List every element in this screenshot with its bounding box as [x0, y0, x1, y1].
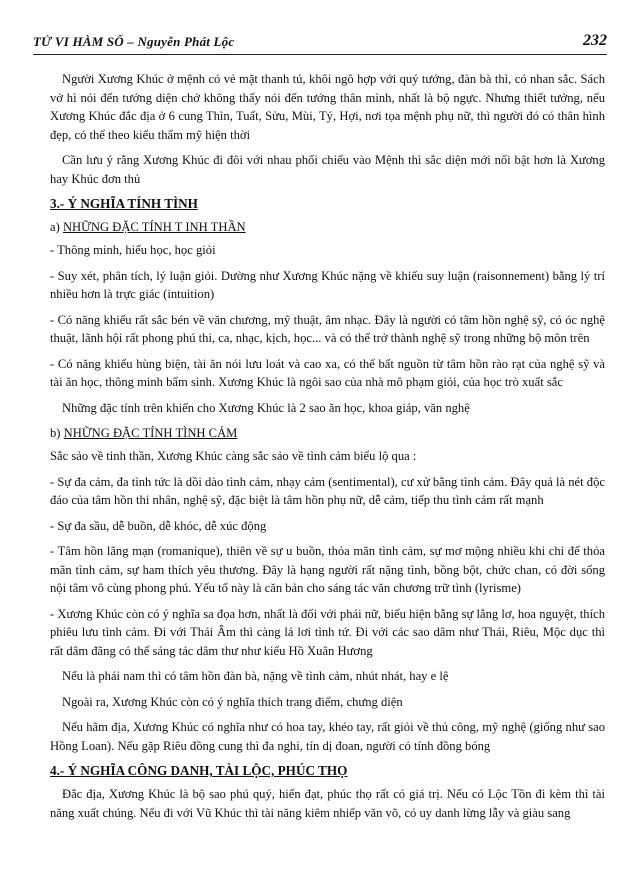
paragraph: Người Xương Khúc ở mệnh có vẻ mặt thanh tú, khôi ngô hợp với quý tướng, đàn bà thì, có nhan sắc. Sách vở hì nói đến tướng diện chớ không thấy nói đến tướng thân mình, nhất là bộ ngực. Nhưng thiết tưởng, nếu Xương Khúc đắc địa ở 6 cung Thìn, Tuất, Sửu, Mùi, Tý, Hợi, nơi tọa mệnh phụ nữ, thì người đó có thân hình đẹp, có thể theo kiểu thẩm mỹ hiện thời [50, 72, 605, 142]
paragraph: - Sự đa sầu, dễ buồn, dễ khóc, dễ xúc động [50, 518, 267, 533]
page-header [33, 32, 607, 55]
paragraph: - Thông minh, hiếu học, học giỏi [50, 243, 216, 257]
paragraph: Nếu hãm địa, Xương Khúc có nghĩa như có hoa tay, khéo tay, rất giỏi về thủ công, mỹ nghệ (giống như sao Hồng Loan). Nếu gặp Riêu đồng cung thì đa nghi, tín dị đoan, người có tính đồng bóng [50, 720, 605, 753]
paragraph: - Xương Khúc còn có ý nghĩa sa đọa hơn, nhất là đối với phái nữ, biểu hiện bằng sự lẳng lơ, hoa nguyệt, thích phiêu lưu tình cảm. Đi với Thái Âm thì càng lả lơi tình tứ. Đi với các sao dâm như Thái, Riêu, Mộc dục thì rất dâm đãng có thể sáng tác dâm thư như kiểu Hồ Xuân Hương [50, 606, 605, 658]
paragraph: Ngoài ra, Xương Khúc còn có ý nghĩa thích trang điểm, chưng diện [62, 694, 403, 709]
paragraph: - Có năng khiếu rất sắc bén về văn chương, mỹ thuật, âm nhạc. Đây là người có tâm hồn nghệ sỹ, có óc nghệ thuật, lãnh hội rất phong phú thi, ca, nhạc, kịch, học... và có thể trở thành nghệ sỹ trong những bộ môn trên [50, 312, 605, 345]
book-title: TỬ VI HÀM SỐ – Nguyễn Phát Lộc [33, 34, 235, 49]
subsection-heading [50, 424, 605, 442]
paragraph: Nếu là phái nam thì có tâm hồn đàn bà, nặng về tình cảm, nhút nhát, hay e lệ [62, 669, 449, 683]
paragraph: - Tâm hồn lãng mạn (romanique), thiên về sự u buồn, thỏa mãn tình cảm, sự mơ mộng nhiều khi chỉ để thỏa mãn tình cảm, sự ham thích yêu thương. Đây là hạng người rất nặng tình, bồng bột, chức chan, có đời sống nội tâm vô cùng phong phú. Yếu tố này là căn bản cho sáng tác văn chương trữ tình (lyrisme) [50, 544, 605, 595]
section-heading: 3.- Ý NGHĨA TÍNH TÌNH [50, 196, 198, 211]
page-body [50, 70, 605, 829]
subsection-title: NHỮNG ĐẶC TÍNH T INH THẦN [62, 220, 246, 234]
paragraph: Cần lưu ý rằng Xương Khúc đi đôi với nhau phối chiếu vào Mệnh thì sắc diện mới nổi bật hơn là Xương hay Khúc đơn thủ [50, 153, 605, 186]
subsection-title: NHỮNG ĐẶC TÍNH TÌNH CẢM [63, 426, 238, 440]
subsection-heading [50, 218, 605, 236]
paragraph: - Sự đa cảm, đa tình tức là dồi dào tình cảm, nhạy cảm (sentimental), cư xử bằng tình cảm. Đây quả là nét độc đáo của tâm hồn thi nhân, nghệ sỹ, đặc biệt là tâm hồn phụ nữ, dễ cảm, tiếp thu tình cảm rất mạnh [50, 474, 605, 507]
paragraph: Đắc địa, Xương Khúc là bộ sao phú quý, hiển đạt, phúc thọ rất có giá trị. Nếu có Lộc Tồn đi kèm thì tài năng xuất chúng. Nếu đi với Vũ Khúc thì tài năng kiêm nhiếp văn võ, có uy danh lừng lẫy và giàu sang [50, 787, 605, 820]
paragraph: - Có năng khiếu hùng biện, tài ăn nói lưu loát và cao xa, có thể bất nguồn từ tâm hồn rào rạt của nghệ sỹ và tài ăn học, thông minh bẩm sinh. Xương Khúc là ngôi sao của nhà mô phạm giỏi, của học trò xuất sắc [50, 356, 605, 389]
paragraph: Sắc sảo về tinh thần, Xương Khúc càng sắc sảo về tình cảm biểu lộ qua : [50, 449, 417, 463]
paragraph: Những đặc tính trên khiến cho Xương Khúc là 2 sao ăn học, khoa giáp, văn nghệ [62, 400, 470, 415]
page-number: 232 [583, 32, 607, 49]
subsection-prefix: b) [50, 426, 64, 440]
subsection-prefix: a) [50, 220, 63, 234]
paragraph: - Suy xét, phân tích, lý luận giỏi. Dường như Xương Khúc nặng về khiếu suy luận (raisonnement) bằng lý trí nhiều hơn là trực giác (intuition) [50, 268, 605, 301]
section-heading: 4.- Ý NGHĨA CÔNG DANH, TÀI LỘC, PHÚC THỌ [50, 763, 348, 778]
